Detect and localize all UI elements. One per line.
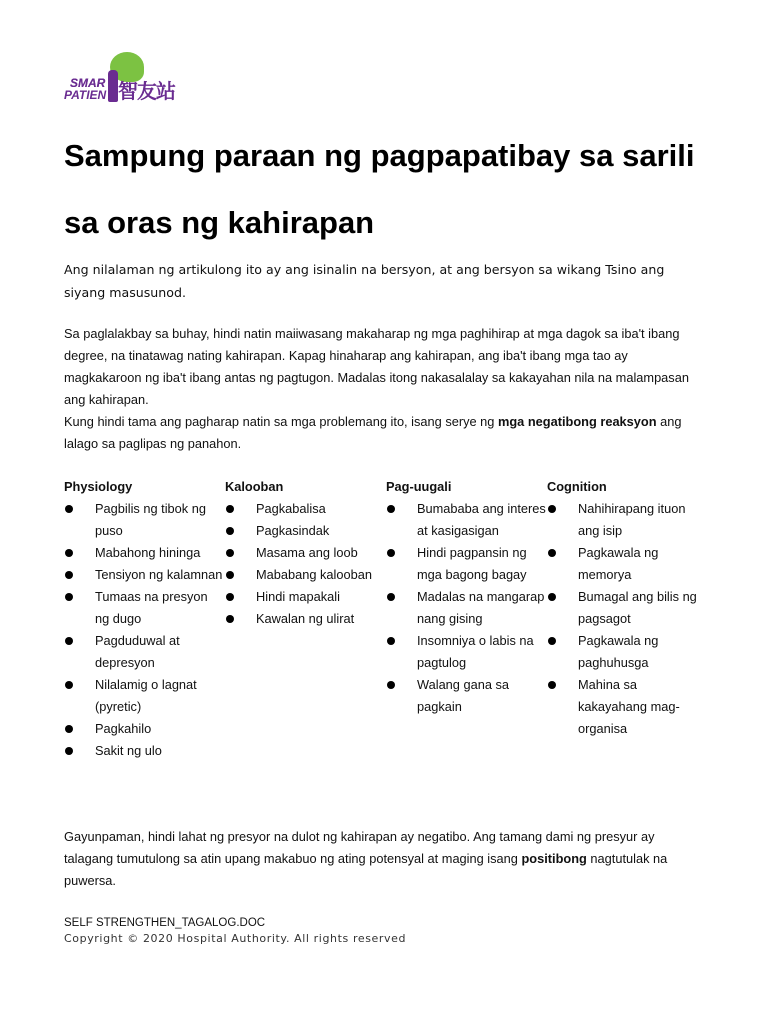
list-item: Masama ang loob — [225, 542, 385, 564]
column-cognition — [547, 476, 707, 740]
column-heading: Pag-uugali — [386, 479, 452, 494]
list-item: Hindi pagpansin ng mga bagong bagay — [386, 542, 546, 586]
list-item: Mabahong hininga — [64, 542, 224, 564]
list-item: Pagkasindak — [225, 520, 385, 542]
column-heading: Kalooban — [225, 479, 284, 494]
logo-text-line1: SMAR — [70, 76, 106, 90]
document-title: Sampung paraan ng pagpapatibay sa sarili sa oras ng kahirapan — [64, 138, 695, 240]
list-item: Nahihirapang ituon ang isip — [547, 498, 707, 542]
list-item: Pagkawala ng paghuhusga — [547, 630, 707, 674]
bullet-icon — [387, 549, 395, 557]
column-heading: Physiology — [64, 479, 133, 494]
logo-text-cjk: 智友站 — [118, 79, 175, 103]
bullet-icon — [65, 747, 73, 755]
bold-phrase: mga negatibong reaksyon — [497, 414, 657, 429]
person-figure-icon — [108, 70, 118, 102]
bullet-icon — [65, 549, 73, 557]
paragraph-text: ang lalago sa paglipas ng panahon. — [64, 414, 682, 451]
list-item: Insomniya o labis na pagtulog — [386, 630, 546, 674]
list-item: Madalas na mangarap nang gising — [386, 586, 546, 630]
bullet-icon — [65, 725, 73, 733]
bullet-icon — [226, 615, 234, 623]
paragraph-text: Kung hindi tama ang pagharap natin sa mga problemang ito, isang serye ng — [64, 414, 498, 429]
bullet-icon — [387, 681, 395, 689]
negative-reactions-paragraph — [64, 411, 706, 455]
list-item: Pagkawala ng memorya — [547, 542, 707, 586]
list-item: Pagbilis ng tibok ng puso — [64, 498, 224, 542]
list-item: Pagkahilo — [64, 718, 224, 740]
closing-paragraph — [64, 826, 706, 892]
bullet-icon — [226, 593, 234, 601]
column-pag-uugali — [386, 476, 546, 718]
list-item: Pagduduwal at depresyon — [64, 630, 224, 674]
bullet-icon — [387, 637, 395, 645]
list-item: Kawalan ng ulirat — [225, 608, 385, 630]
logo-text-line2: PATIEN — [64, 88, 107, 102]
list-item: Walang gana sa pagkain — [386, 674, 546, 718]
footer-filename: SELF STRENGTHEN_TAGALOG.DOC — [64, 917, 266, 929]
bullet-icon — [226, 527, 234, 535]
bullet-icon — [65, 681, 73, 689]
bullet-icon — [387, 593, 395, 601]
bullet-icon — [548, 593, 556, 601]
list-item: Bumagal ang bilis ng pagsagot — [547, 586, 707, 630]
list-item: Mababang kalooban — [225, 564, 385, 586]
bold-phrase: positibong — [521, 851, 587, 866]
footer-copyright: Copyright © 2020 Hospital Authority. All rights reserved — [64, 932, 407, 945]
bullet-icon — [548, 637, 556, 645]
bullet-icon — [226, 549, 234, 557]
reactions-table — [64, 476, 724, 796]
paragraph-text: nagtutulak na puwersa. — [64, 851, 668, 888]
bullet-icon — [548, 549, 556, 557]
bullet-icon — [65, 637, 73, 645]
column-kalooban — [225, 476, 385, 630]
bullet-icon — [548, 681, 556, 689]
column-heading: Cognition — [547, 479, 607, 494]
list-item: Pagkabalisa — [225, 498, 385, 520]
list-item: Bumababa ang interes at kasigasigan — [386, 498, 546, 542]
list-item: Nilalamig o lagnat (pyretic) — [64, 674, 224, 718]
list-item: Sakit ng ulo — [64, 740, 224, 762]
bullet-icon — [65, 593, 73, 601]
column-physiology — [64, 476, 224, 762]
smart-patient-logo — [62, 50, 186, 106]
bullet-icon — [387, 505, 395, 513]
intro-paragraph: Sa paglalakbay sa buhay, hindi natin maiiwasang makaharap ng mga paghihirap at mga dagok sa iba't ibang degree, na tinatawag nating kahirapan. Kapag hinaharap ang kahirapan, ang iba't ibang mga tao ay magkakaroon ng iba't ibang antas ng pagtugon. Madalas itong nakasalalay sa kakayahan nila na malampasan ang kahirapan. — [64, 326, 689, 407]
list-item: Hindi mapakali — [225, 586, 385, 608]
list-item: Tensiyon ng kalamnan — [64, 564, 224, 586]
translation-note: Ang nilalaman ng artikulong ito ay ang isinalin na bersyon, at ang bersyon sa wikang Tsino ang siyang masusunod. — [64, 262, 665, 300]
paragraph-text: Gayunpaman, hindi lahat ng presyor na dulot ng kahirapan ay negatibo. Ang tamang dami ng presyur ay talagang tumutulong sa atin upang makabuo ng ating potensyal at maging isang — [64, 829, 655, 866]
bullet-icon — [226, 571, 234, 579]
bullet-icon — [65, 505, 73, 513]
bullet-icon — [226, 505, 234, 513]
list-item: Tumaas na presyon ng dugo — [64, 586, 224, 630]
bullet-icon — [65, 571, 73, 579]
bullet-icon — [548, 505, 556, 513]
list-item: Mahina sa kakayahang mag-organisa — [547, 674, 707, 740]
